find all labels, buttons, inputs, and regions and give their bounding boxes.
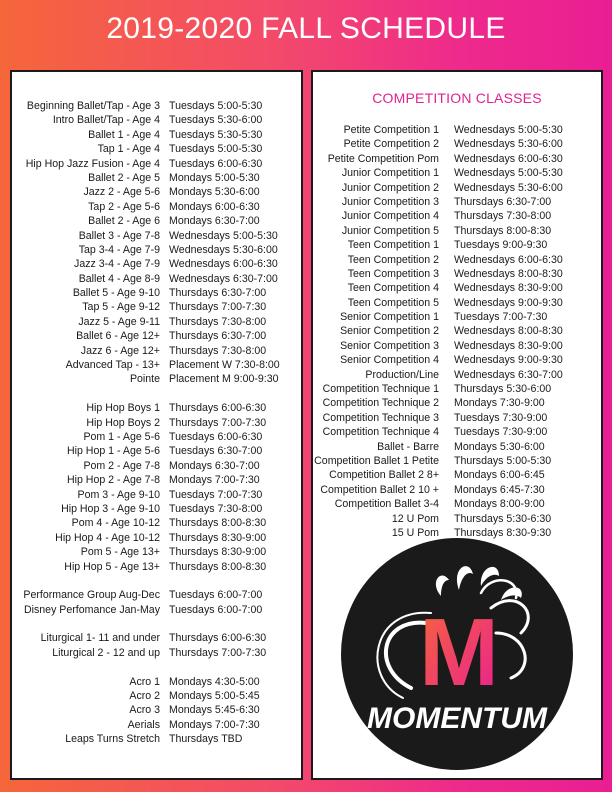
class-time: Wednesdays 5:00-5:30 <box>454 167 563 180</box>
schedule-row <box>313 166 601 180</box>
class-time: Mondays 7:00-7:30 <box>169 718 260 731</box>
class-name: Tap 1 - Age 4 <box>97 143 160 156</box>
class-name: Intro Ballet/Tap - Age 4 <box>52 114 160 127</box>
schedule-row <box>313 396 601 410</box>
class-time: Tuesdays 9:00-9:30 <box>454 239 548 252</box>
class-time: Thursdays 8:00-8:30 <box>169 560 267 573</box>
class-name: 15 U Pom <box>391 526 439 539</box>
class-name: Petite Competition 2 <box>343 138 439 151</box>
class-name: Junior Competition 5 <box>341 224 439 237</box>
class-name: Advanced Tap - 13+ <box>65 359 160 372</box>
schedule-row <box>313 382 601 396</box>
class-time: Mondays 5:00-5:45 <box>169 690 260 703</box>
schedule-row <box>313 468 601 482</box>
schedule-row <box>12 545 301 559</box>
class-name: Competition Technique 4 <box>322 426 439 439</box>
class-time: Tuesdays 6:00-6:30 <box>169 157 263 170</box>
class-name: Teen Competition 5 <box>347 296 439 309</box>
class-name: Competition Ballet 2 8+ <box>329 469 439 482</box>
class-time: Tuesdays 5:00-5:30 <box>169 143 263 156</box>
schedule-row <box>12 185 301 199</box>
schedule-row <box>12 631 301 645</box>
class-name: Acro 1 <box>129 675 160 688</box>
class-time: Thursdays 8:00-8:30 <box>169 517 267 530</box>
row-spacer <box>12 387 301 401</box>
schedule-row <box>12 171 301 185</box>
class-time: Mondays 4:30-5:00 <box>169 675 260 688</box>
class-name: Ballet 2 - Age 6 <box>88 215 160 228</box>
class-time: Thursdays 6:00-6:30 <box>169 632 267 645</box>
schedule-row <box>12 372 301 386</box>
schedule-row <box>12 113 301 127</box>
class-name: Hip Hop 3 - Age 9-10 <box>61 502 160 515</box>
class-name: Junior Competition 3 <box>341 195 439 208</box>
class-time: Tuesdays 6:30-7:00 <box>169 445 263 458</box>
schedule-row <box>12 416 301 430</box>
class-name: Production/Line <box>365 368 439 381</box>
class-time: Tuesdays 6:00-7:00 <box>169 589 263 602</box>
class-time: Tuesdays 5:30-6:00 <box>169 114 263 127</box>
class-time: Tuesdays 7:30-8:00 <box>169 502 263 515</box>
class-time: Thursdays 8:00-8:30 <box>454 224 552 237</box>
class-time: Thursdays 7:30-8:00 <box>169 315 267 328</box>
schedule-row <box>313 324 601 338</box>
class-time: Thursdays 7:00-7:30 <box>169 646 267 659</box>
class-time: Mondays 5:30-6:00 <box>169 186 260 199</box>
class-name: Disney Perfomance Jan-May <box>23 603 160 616</box>
class-name: Ballet 5 - Age 9-10 <box>72 287 160 300</box>
class-name: Ballet 2 - Age 5 <box>88 171 160 184</box>
class-name: Competition Ballet 3-4 <box>334 498 439 511</box>
class-name: Ballet 6 - Age 12+ <box>76 330 160 343</box>
class-time: Mondays 7:00-7:30 <box>169 474 260 487</box>
class-name: Hip Hop Boys 2 <box>86 416 160 429</box>
class-name: Hip Hop 4 - Age 10-12 <box>55 531 160 544</box>
schedule-row <box>12 560 301 574</box>
class-name: Competition Technique 3 <box>322 411 439 424</box>
row-spacer <box>12 617 301 631</box>
schedule-row <box>313 310 601 324</box>
schedule-row <box>12 315 301 329</box>
class-name: Acro 2 <box>129 690 160 703</box>
class-name: Tap 5 - Age 9-12 <box>82 301 160 314</box>
schedule-row <box>313 181 601 195</box>
class-name: Hip Hop Jazz Fusion - Age 4 <box>25 157 160 170</box>
class-name: Beginning Ballet/Tap - Age 3 <box>26 100 160 112</box>
class-time: Wednesdays 6:30-7:00 <box>454 368 563 381</box>
schedule-row <box>313 195 601 209</box>
class-name: Teen Competition 3 <box>347 267 439 280</box>
class-name: Hip Hop Boys 1 <box>86 402 160 415</box>
class-name: Liturgical 2 - 12 and up <box>52 646 160 659</box>
schedule-row <box>12 444 301 458</box>
class-name: Ballet 1 - Age 4 <box>88 128 160 141</box>
class-name: Teen Competition 1 <box>347 239 439 252</box>
schedule-row <box>12 488 301 502</box>
class-name: Petite Competition 1 <box>343 124 439 136</box>
class-name: Jazz 2 - Age 5-6 <box>83 186 160 199</box>
schedule-row <box>12 430 301 444</box>
class-time: Thursdays 6:30-7:00 <box>169 287 267 300</box>
class-time: Mondays 6:30-7:00 <box>169 215 260 228</box>
schedule-row <box>12 718 301 732</box>
schedule-row <box>12 99 301 113</box>
class-schedule-panel <box>10 70 303 780</box>
class-time: Mondays 7:30-9:00 <box>454 397 545 410</box>
class-name: Pom 3 - Age 9-10 <box>77 488 160 501</box>
class-time: Wednesdays 8:30-9:00 <box>454 282 563 295</box>
class-time: Wednesdays 5:30-6:00 <box>169 243 278 256</box>
class-time: Mondays 5:30-6:00 <box>454 440 545 453</box>
class-time: Thursdays 8:30-9:00 <box>169 531 267 544</box>
class-name: Senior Competition 4 <box>340 354 439 367</box>
class-time: Tuesdays 5:30-5:30 <box>169 128 263 141</box>
schedule-row <box>313 137 601 151</box>
class-time: Mondays 8:00-9:00 <box>454 498 545 511</box>
class-name: Pom 5 - Age 13+ <box>80 546 160 559</box>
class-time: Tuesdays 5:00-5:30 <box>169 100 263 112</box>
class-time: Mondays 5:45-6:30 <box>169 704 260 717</box>
class-time: Mondays 6:45-7:30 <box>454 483 545 496</box>
class-time: Wednesdays 6:00-6:30 <box>454 253 563 266</box>
schedule-row <box>313 152 601 166</box>
class-time: Wednesdays 5:30-6:00 <box>454 138 563 151</box>
schedule-row <box>12 142 301 156</box>
class-name: Petite Competition Pom <box>327 152 439 165</box>
class-time: Tuesdays 6:00-7:00 <box>169 603 263 616</box>
schedule-row <box>12 646 301 660</box>
class-name: Ballet - Barre <box>377 440 439 453</box>
class-time: Thursdays 7:30-8:00 <box>169 344 267 357</box>
schedule-row <box>313 209 601 223</box>
schedule-row <box>12 272 301 286</box>
class-name: Performance Group Aug-Dec <box>23 589 160 602</box>
class-time: Wednesdays 6:00-6:30 <box>454 152 563 165</box>
schedule-row <box>12 329 301 343</box>
class-time: Wednesdays 5:00-5:30 <box>169 229 278 242</box>
schedule-row <box>313 411 601 425</box>
class-time: Tuesdays 7:30-9:00 <box>454 426 548 439</box>
class-time: Thursdays TBD <box>169 733 243 746</box>
class-name: Pom 2 - Age 7-8 <box>83 459 160 472</box>
page-title: 2019-2020 FALL SCHEDULE <box>106 12 506 45</box>
class-time: Thursdays 7:00-7:30 <box>169 301 267 314</box>
schedule-row <box>313 267 601 281</box>
schedule-row <box>12 300 301 314</box>
schedule-row <box>12 214 301 228</box>
class-name: Pointe <box>129 373 160 386</box>
class-time: Thursdays 5:30-6:30 <box>454 512 552 525</box>
class-name: 12 U Pom <box>391 512 439 525</box>
schedule-row <box>12 689 301 703</box>
schedule-row <box>12 286 301 300</box>
class-name: Pom 4 - Age 10-12 <box>71 517 160 530</box>
schedule-row <box>313 483 601 497</box>
schedule-row <box>12 473 301 487</box>
class-name: Jazz 5 - Age 9-11 <box>78 315 160 328</box>
class-name: Tap 2 - Age 5-6 <box>88 200 160 213</box>
class-name: Ballet 4 - Age 8-9 <box>78 272 160 285</box>
class-time: Wednesdays 8:00-8:30 <box>454 325 563 338</box>
schedule-row <box>12 516 301 530</box>
class-name: Pom 1 - Age 5-6 <box>83 430 160 443</box>
class-name: Junior Competition 4 <box>341 210 439 223</box>
class-schedule-list <box>12 99 301 747</box>
class-time: Thursdays 5:00-5:30 <box>454 454 552 467</box>
class-time: Wednesdays 8:00-8:30 <box>454 267 563 280</box>
class-time: Thursdays 8:30-9:30 <box>454 526 552 539</box>
class-name: Hip Hop 2 - Age 7-8 <box>66 474 160 487</box>
schedule-row <box>12 603 301 617</box>
schedule-row <box>12 675 301 689</box>
schedule-row <box>313 253 601 267</box>
class-time: Wednesdays 8:30-9:00 <box>454 339 563 352</box>
class-name: Junior Competition 1 <box>341 167 439 180</box>
schedule-row <box>313 238 601 252</box>
class-name: Jazz 3-4 - Age 7-9 <box>74 258 160 271</box>
schedule-row <box>12 344 301 358</box>
class-time: Mondays 6:00-6:45 <box>454 469 545 482</box>
momentum-logo <box>341 538 573 770</box>
class-name: Junior Competition 2 <box>341 181 439 194</box>
class-time: Thursdays 6:30-7:00 <box>454 195 552 208</box>
schedule-row <box>12 358 301 372</box>
schedule-row <box>12 401 301 415</box>
schedule-row <box>12 200 301 214</box>
class-name: Ballet 3 - Age 7-8 <box>78 229 160 242</box>
schedule-row <box>12 732 301 746</box>
schedule-row <box>12 257 301 271</box>
competition-heading: COMPETITION CLASSES <box>372 90 542 106</box>
class-time: Tuesdays 6:00-6:30 <box>169 430 263 443</box>
schedule-row <box>12 157 301 171</box>
schedule-row <box>12 243 301 257</box>
class-time: Thursdays 5:30-6:00 <box>454 383 552 396</box>
schedule-row <box>313 368 601 382</box>
class-name: Senior Competition 1 <box>340 311 439 324</box>
class-name: Aerials <box>127 718 160 731</box>
schedule-row <box>313 353 601 367</box>
class-time: Placement M 9:00-9:30 <box>169 373 279 386</box>
schedule-row <box>313 339 601 353</box>
class-name: Leaps Turns Stretch <box>65 733 160 746</box>
class-time: Wednesdays 5:30-6:00 <box>454 181 563 194</box>
class-name: Liturgical 1- 11 and under <box>40 632 160 645</box>
schedule-row <box>313 440 601 454</box>
schedule-row <box>12 588 301 602</box>
class-time: Mondays 6:00-6:30 <box>169 200 260 213</box>
logo-letter: M <box>419 599 499 706</box>
schedule-row <box>313 296 601 310</box>
class-time: Thursdays 8:30-9:00 <box>169 546 267 559</box>
competition-schedule-list <box>313 123 601 540</box>
schedule-row <box>12 703 301 717</box>
class-time: Wednesdays 6:00-6:30 <box>169 258 278 271</box>
schedule-row <box>12 502 301 516</box>
schedule-row <box>12 229 301 243</box>
schedule-row <box>12 128 301 142</box>
class-name: Competition Technique 2 <box>322 397 439 410</box>
class-name: Teen Competition 4 <box>347 282 439 295</box>
class-name: Competition Technique 1 <box>322 383 439 396</box>
class-name: Senior Competition 2 <box>340 325 439 338</box>
class-name: Jazz 6 - Age 12+ <box>80 344 160 357</box>
class-name: Competition Ballet 2 10 + <box>320 483 439 496</box>
class-time: Thursdays 7:00-7:30 <box>169 416 267 429</box>
row-spacer <box>12 660 301 674</box>
schedule-row <box>313 425 601 439</box>
schedule-row <box>12 531 301 545</box>
class-time: Thursdays 6:30-7:00 <box>169 330 267 343</box>
class-time: Mondays 5:00-5:30 <box>169 171 260 184</box>
schedule-row <box>313 512 601 526</box>
schedule-row <box>313 454 601 468</box>
class-name: Hip Hop 1 - Age 5-6 <box>66 445 160 458</box>
schedule-row <box>313 281 601 295</box>
class-name: Acro 3 <box>129 704 160 717</box>
class-time: Wednesdays 9:00-9:30 <box>454 296 563 309</box>
class-time: Tuesdays 7:00-7:30 <box>454 311 548 324</box>
schedule-row <box>313 497 601 511</box>
logo-wordmark: MOMENTUM <box>367 702 547 735</box>
class-name: Hip Hop 5 - Age 13+ <box>64 560 160 573</box>
class-time: Wednesdays 6:30-7:00 <box>169 272 278 285</box>
row-spacer <box>12 574 301 588</box>
class-time: Thursdays 6:00-6:30 <box>169 402 267 415</box>
class-time: Wednesdays 9:00-9:30 <box>454 354 563 367</box>
class-name: Tap 3-4 - Age 7-9 <box>78 243 160 256</box>
schedule-row <box>12 459 301 473</box>
class-name: Teen Competition 2 <box>347 253 439 266</box>
class-time: Thursdays 7:30-8:00 <box>454 210 552 223</box>
class-time: Tuesdays 7:30-9:00 <box>454 411 548 424</box>
class-name: Senior Competition 3 <box>340 339 439 352</box>
class-time: Placement W 7:30-8:00 <box>169 359 280 372</box>
class-name: Competition Ballet 1 Petite <box>314 454 439 467</box>
schedule-row <box>313 123 601 137</box>
schedule-row <box>313 224 601 238</box>
class-time: Tuesdays 7:00-7:30 <box>169 488 263 501</box>
class-time: Mondays 6:30-7:00 <box>169 459 260 472</box>
class-time: Wednesdays 5:00-5:30 <box>454 124 563 136</box>
